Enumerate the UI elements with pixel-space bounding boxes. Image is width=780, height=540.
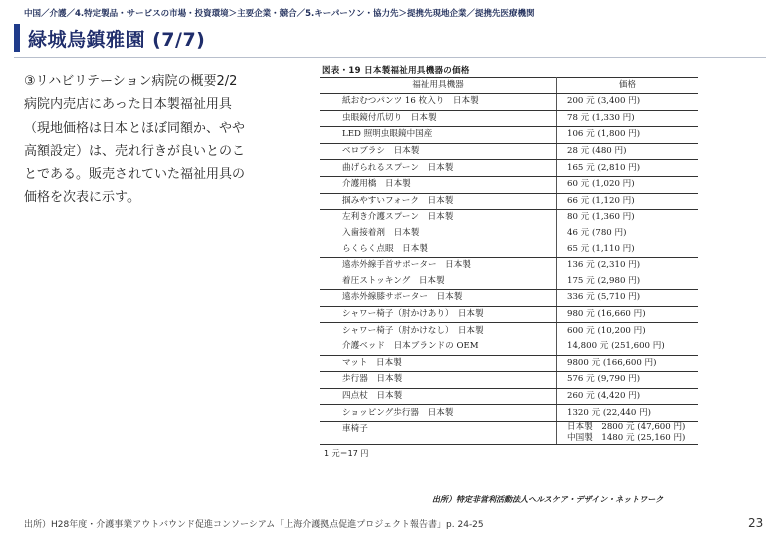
table-footnote: 1 元＝17 円 [324,448,369,458]
item-price: 65 元 (1,110 円) [557,241,699,257]
item-price: 980 元 (16,660 円) [557,306,699,323]
item-price: 336 元 (5,710 円) [557,290,699,307]
item-name: ショッピング歩行器 日本製 [320,405,557,422]
item-name: 遠赤外線手首サポーター 日本製 [320,257,557,273]
item-name: マット 日本製 [320,355,557,372]
item-price: 中国製 1480 元 (25,160 円) [567,432,686,443]
title-accent-bar [14,24,20,52]
description-line: 病院内売店にあった日本製福祉用具 [24,97,232,113]
item-price: 9800 元 (166,600 円) [557,355,699,372]
description-line: 高額設定）は、売れ行きが良いとのこ [24,143,246,159]
item-price: 136 元 (2,310 円) [567,260,641,271]
item-name: 介護用橋 日本製 [320,176,557,193]
item-name: 紙おむつパンツ 16 枚入り 日本製 [320,94,557,111]
item-price-multi [557,421,699,444]
title-divider [14,57,766,58]
price-table [320,77,698,445]
item-price: 66 元 (1,120 円) [557,193,699,210]
item-name: 車椅子 [320,421,557,444]
page-title: 緑城烏鎮雅園 (7/7) [28,29,206,51]
item-price: 165 元 (2,810 円) [557,160,699,177]
item-price: 200 元 (3,400 円) [557,94,699,111]
breadcrumb: 中国／介護／4.特定製品・サービスの市場・投資環境＞主要企業・競合／5.キーパーソン・協力先＞提携先現地企業／提携先医療機関 [24,9,535,19]
column-header-item: 福祉用具機器 [320,78,557,94]
item-price: 260 元 (4,420 円) [557,388,699,405]
page-source-citation: 出所）H28年度・介護事業アウトバウンド促進コンソーシアム「上海介護拠点促進プロジェクト報告書」p. 24-25 [24,520,484,530]
item-name: 着圧ストッキング 日本製 [320,274,557,290]
item-price: 日本製 2800 元 (47,600 円) [567,421,686,432]
item-price: 106 元 (1,800 円) [557,127,699,144]
item-price: 14,800 元 (251,600 円) [557,339,699,355]
item-price: 60 元 (1,020 円) [557,176,699,193]
item-price: 78 元 (1,330 円) [557,110,699,127]
item-name: 虫眼鏡付爪切り 日本製 [320,110,557,127]
description-line: ③リハビリテーション病院の概要2/2 [24,74,238,89]
item-price: 46 元 (780 円) [567,228,627,239]
item-name: シャワー椅子（肘かけあり） 日本製 [320,306,557,323]
item-name: らくらく点眼 日本製 [320,241,557,257]
item-name: LED 照明虫眼鏡中国産 [320,127,557,144]
item-name: 歩行器 日本製 [320,372,557,389]
item-name: 掴みやすいフォーク 日本製 [320,193,557,210]
item-name: 入歯接着剤 日本製 [320,226,557,242]
item-name: 四点杖 日本製 [320,388,557,405]
item-price: 175 元 (2,980 円) [557,274,699,290]
item-price: 28 元 (480 円) [557,143,699,160]
description-line: （現地価格は日本とほぼ同額か、やや [24,120,246,136]
item-name: 左利き介護スプーン 日本製 [320,210,557,226]
table-caption: 図表・19 日本製福祉用具機器の価格 [322,66,470,76]
description-line: とである。販売されていた福祉用具の [24,167,246,183]
description-text [24,70,274,210]
item-name: 介護ベッド 日本ブランドの OEM [320,339,557,355]
item-name: シャワー椅子（肘かけなし） 日本製 [320,323,557,339]
item-name: ベロブラシ 日本製 [320,143,557,160]
column-header-price: 価格 [557,78,699,94]
item-price: 600 元 (10,200 円) [567,325,646,336]
item-price: 80 元 (1,360 円) [567,212,635,223]
item-name: 曲げられるスプーン 日本製 [320,160,557,177]
page-number: 23 [748,516,764,530]
item-name: 遠赤外線膝サポーター 日本製 [320,290,557,307]
price-table-figure [320,64,698,459]
description-line: 価格を次表に示す。 [24,190,140,206]
table-source: 出所）特定非営利活動法人ヘルスケア・デザイン・ネットワーク [432,495,664,504]
item-price: 576 元 (9,790 円) [557,372,699,389]
item-price: 1320 元 (22,440 円) [557,405,699,422]
